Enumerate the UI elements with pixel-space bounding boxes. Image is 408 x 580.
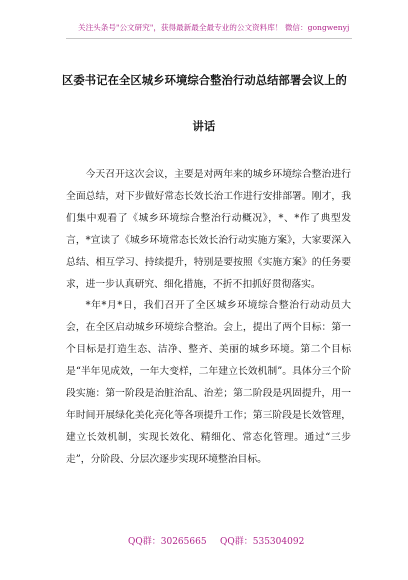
footer-qq-group-2: QQ群：535304092 [220,537,305,547]
document-title-line-2: 讲话 [192,119,216,133]
document-body [66,164,351,471]
document-title-line-1: 区委书记在全区城乡环境综合整治行动总结部署会议上的 [62,73,347,87]
body-paragraph-1: 今天召开这次会议，主要是对两年来的城乡环境综合整治进行全面总结，对下步做好常态长效长治工作进行安排部署。刚才，我们集中观看了《城乡环境综合整治行动概况》，*、*作了典型发言，*宣读了《城乡环境常态长效长治行动实施方案》，大家要深入总结、相互学习、持续提升，特别是要按照《实施方案》的任务要求，进一步认真研究、细化措施，不折不扣抓好贯彻落实。 [66,169,351,290]
body-paragraph-2: *年*月*日，我们召开了全区城乡环境综合整治行动动员大会，在全区启动城乡环境综合整治。会上，提出了两个目标：第一个目标是打造生态、洁净、整齐、美丽的城乡环境。第二个目标是“半年见成效，一年大变样，二年建立长效机制”。具体分三个阶段实施：第一阶段是治脏治乱、治差；第二阶段是巩固提升，用一年时间开展绿化美化亮化等各项提升工作；第三阶段是长效管理，建立长效机制，实现长效化、精细化、常态化管理。通过“三步走”，分阶段、分层次逐步实现环境整治目标。 [66,300,351,465]
page-header-promo: 关注头条号"公文研究"，获得最新最全最专业的公文资料库！ 微信：gongwenyj [78,23,350,32]
header-divider [66,38,352,39]
page-footer [0,535,408,549]
footer-qq-group-1: QQ群：30265665 [128,537,207,547]
